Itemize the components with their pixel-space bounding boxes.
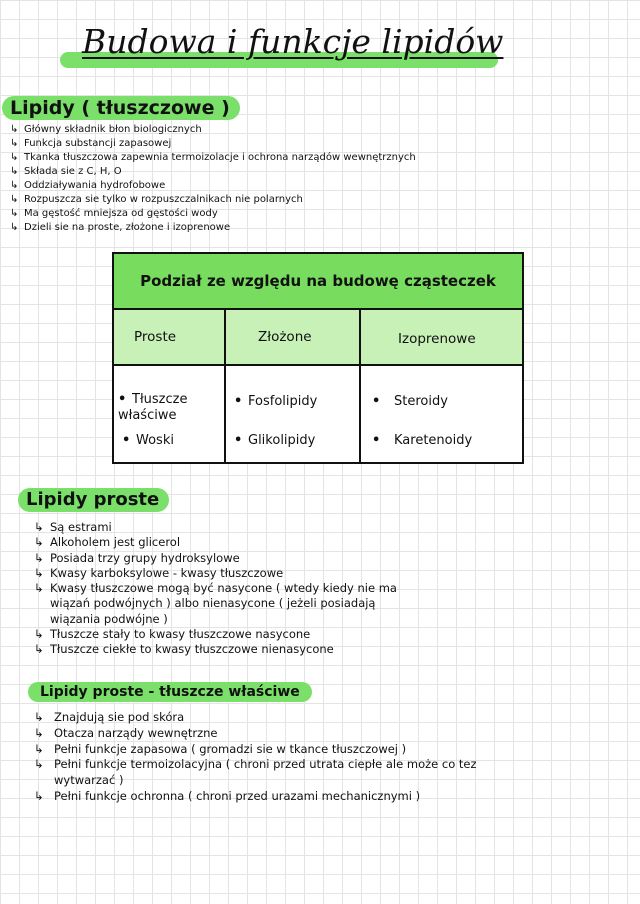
cell-item: • Karetenoidy <box>372 433 473 448</box>
page-title: Budowa i funkcje lipidów <box>82 22 504 61</box>
bullet-icon: • <box>118 392 127 407</box>
arrow-icon: ↳ <box>10 208 19 219</box>
arrow-icon: ↳ <box>10 222 19 233</box>
list-item: ↳ Rozpuszcza sie tylko w rozpuszczalnikach nie polarnych <box>10 194 303 205</box>
column-header-zlozone: Złożone <box>258 329 312 345</box>
column-divider <box>359 310 361 462</box>
lipidy-proste-list <box>34 520 397 658</box>
bullet-icon: • <box>234 394 243 409</box>
list-item: ↳ Pełni funkcje ochronna ( chroni przed urazami mechanicznymi ) <box>34 788 421 803</box>
list-item: ↳ Kwasy tłuszczowe mogą być nasycone ( wtedy kiedy nie ma <box>34 581 397 596</box>
arrow-icon: ↳ <box>34 535 44 550</box>
arrow-icon: ↳ <box>34 710 44 724</box>
arrow-icon: ↳ <box>34 741 44 756</box>
arrow-icon: ↳ <box>10 166 19 177</box>
arrow-icon: ↳ <box>10 180 19 191</box>
bullet-icon: • <box>122 433 131 448</box>
cell-item: • Tłuszcze właściwe <box>118 392 188 423</box>
cell-item: • Fosfolipidy <box>234 394 318 409</box>
list-item-continuation: wytwarzać ) <box>54 773 124 788</box>
section-heading-lipidy-proste: Lipidy proste <box>18 488 169 512</box>
cell-item: • Glikolipidy <box>234 433 316 448</box>
list-item: ↳ Posiada trzy grupy hydroksylowe <box>34 550 240 565</box>
tluszcze-wlasciwe-list <box>34 710 477 805</box>
column-header-izoprenowe: Izoprenowe <box>398 331 476 347</box>
list-item: ↳ Główny składnik błon biologicznych <box>10 124 202 135</box>
arrow-icon: ↳ <box>34 642 44 657</box>
arrow-icon: ↳ <box>10 138 19 149</box>
arrow-icon: ↳ <box>34 725 44 740</box>
arrow-icon: ↳ <box>10 194 19 205</box>
arrow-icon: ↳ <box>34 788 44 803</box>
arrow-icon: ↳ <box>10 124 19 135</box>
cell-item: • Steroidy <box>372 394 448 409</box>
list-item: ↳ Składa sie z C, H, O <box>10 166 122 177</box>
list-item: ↳ Pełni funkcje termoizolacyjna ( chroni przed utrata ciepłe ale może co tez <box>34 757 477 772</box>
arrow-icon: ↳ <box>34 627 44 642</box>
list-item: ↳ Otacza narządy wewnętrzne <box>34 725 218 740</box>
list-item: ↳ Tłuszcze stały to kwasy tłuszczowe nasycone <box>34 627 311 642</box>
arrow-icon: ↳ <box>34 757 44 772</box>
list-item-continuation: wiązań podwójnych ) albo nienasycone ( jeżeli posiadają <box>50 596 376 611</box>
cell-item: • Woski <box>122 433 174 448</box>
bullet-icon: • <box>372 433 381 448</box>
bullet-icon: • <box>234 433 243 448</box>
list-item: ↳ Dzieli sie na proste, złożone i izoprenowe <box>10 222 231 233</box>
list-item: ↳ Alkoholem jest glicerol <box>34 535 181 550</box>
section-heading-tluszcze-wlasciwe: Lipidy proste - tłuszcze właściwe <box>28 682 312 702</box>
arrow-icon: ↳ <box>10 152 19 163</box>
list-item: ↳ Oddziaływania hydrofobowe <box>10 180 166 191</box>
arrow-icon: ↳ <box>34 550 44 565</box>
section-heading-lipidy: Lipidy ( tłuszczowe ) <box>2 96 240 120</box>
arrow-icon: ↳ <box>34 520 44 534</box>
list-item: ↳ Kwasy karboksylowe - kwasy tłuszczowe <box>34 565 284 580</box>
table-header: Podział ze względu na budowę cząsteczek <box>114 254 522 310</box>
list-item: ↳ Tkanka tłuszczowa zapewnia termoizolacje i ochrona narządów wewnętrznych <box>10 152 416 163</box>
lipidy-list <box>10 123 416 235</box>
list-item: ↳ Funkcja substancji zapasowej <box>10 138 172 149</box>
list-item: ↳ Są estrami <box>34 520 112 534</box>
list-item-continuation: wiązania podwójne ) <box>50 611 168 626</box>
arrow-icon: ↳ <box>34 565 44 580</box>
list-item: ↳ Tłuszcze ciekłe to kwasy tłuszczowe nienasycone <box>34 642 334 657</box>
arrow-icon: ↳ <box>34 581 44 596</box>
list-item: ↳ Ma gęstość mniejsza od gęstości wody <box>10 208 218 219</box>
bullet-icon: • <box>372 394 381 409</box>
column-header-proste: Proste <box>134 329 177 345</box>
table-subheader-row <box>114 310 522 366</box>
list-item: ↳ Znajdują sie pod skóra <box>34 710 185 724</box>
title-block <box>60 22 504 74</box>
classification-table <box>112 252 524 464</box>
list-item: ↳ Pełni funkcje zapasowa ( gromadzi sie w tkance tłuszczowej ) <box>34 741 407 756</box>
column-divider <box>224 310 226 462</box>
